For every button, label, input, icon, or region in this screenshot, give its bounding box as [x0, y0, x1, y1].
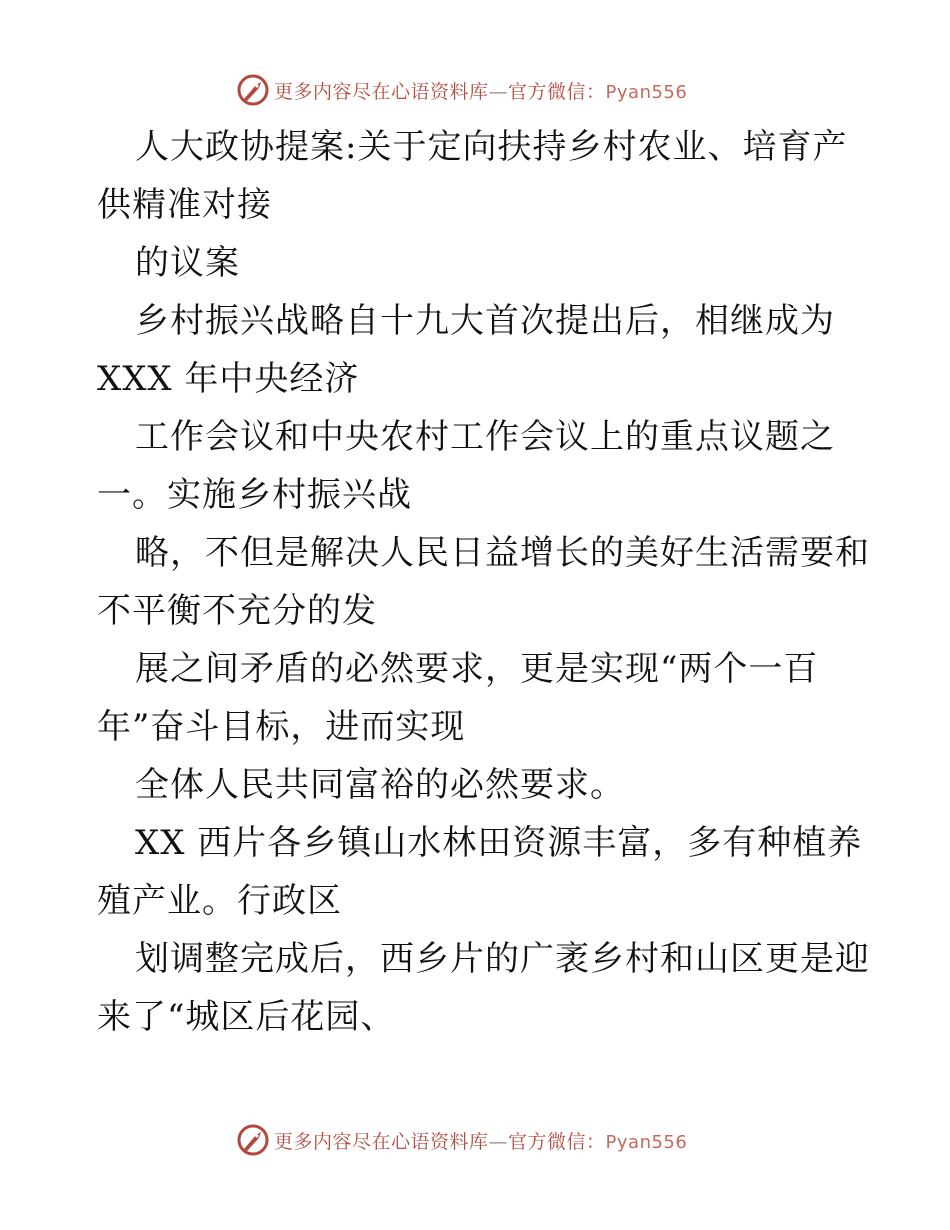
footer-watermark [236, 1122, 687, 1158]
text-line: XXX 年中央经济 [97, 359, 360, 399]
text-line: 一。实施乡村振兴战 [97, 475, 412, 515]
text-line: 年”奋斗目标，进而实现 [97, 707, 466, 747]
text-line: 展之间矛盾的必然要求，更是实现“两个一百 [135, 649, 819, 689]
text-line: 划调整完成后，西乡片的广袤乡村和山区更是迎 [135, 939, 870, 979]
text-line: 的议案 [135, 243, 240, 283]
watermark-text: 更多内容尽在心语资料库—官方微信：Pyan556 [274, 1130, 688, 1153]
watermark-text: 更多内容尽在心语资料库—官方微信：Pyan556 [274, 80, 688, 103]
text-line: 来了“城区后花园、 [97, 997, 396, 1037]
text-line: 略，不但是解决人民日益增长的美好生活需要和 [135, 533, 870, 573]
text-line: XX 西片各乡镇山水林田资源丰富，多有种植养 [135, 823, 863, 863]
pen-nib-circle-icon [236, 73, 270, 107]
document-body [97, 118, 870, 1046]
pen-nib-circle-icon [236, 1123, 270, 1157]
text-line: 乡村振兴战略自十九大首次提出后，相继成为 [135, 301, 835, 341]
text-line: 殖产业。行政区 [97, 881, 342, 921]
text-line: 不平衡不充分的发 [97, 591, 377, 631]
text-line: 工作会议和中央农村工作会议上的重点议题之 [135, 417, 835, 457]
text-line: 人大政协提案:关于定向扶持乡村农业、培育产 [135, 127, 848, 167]
header-watermark [236, 72, 687, 108]
text-line: 全体人民共同富裕的必然要求。 [135, 765, 625, 805]
text-line: 供精准对接 [97, 185, 272, 225]
